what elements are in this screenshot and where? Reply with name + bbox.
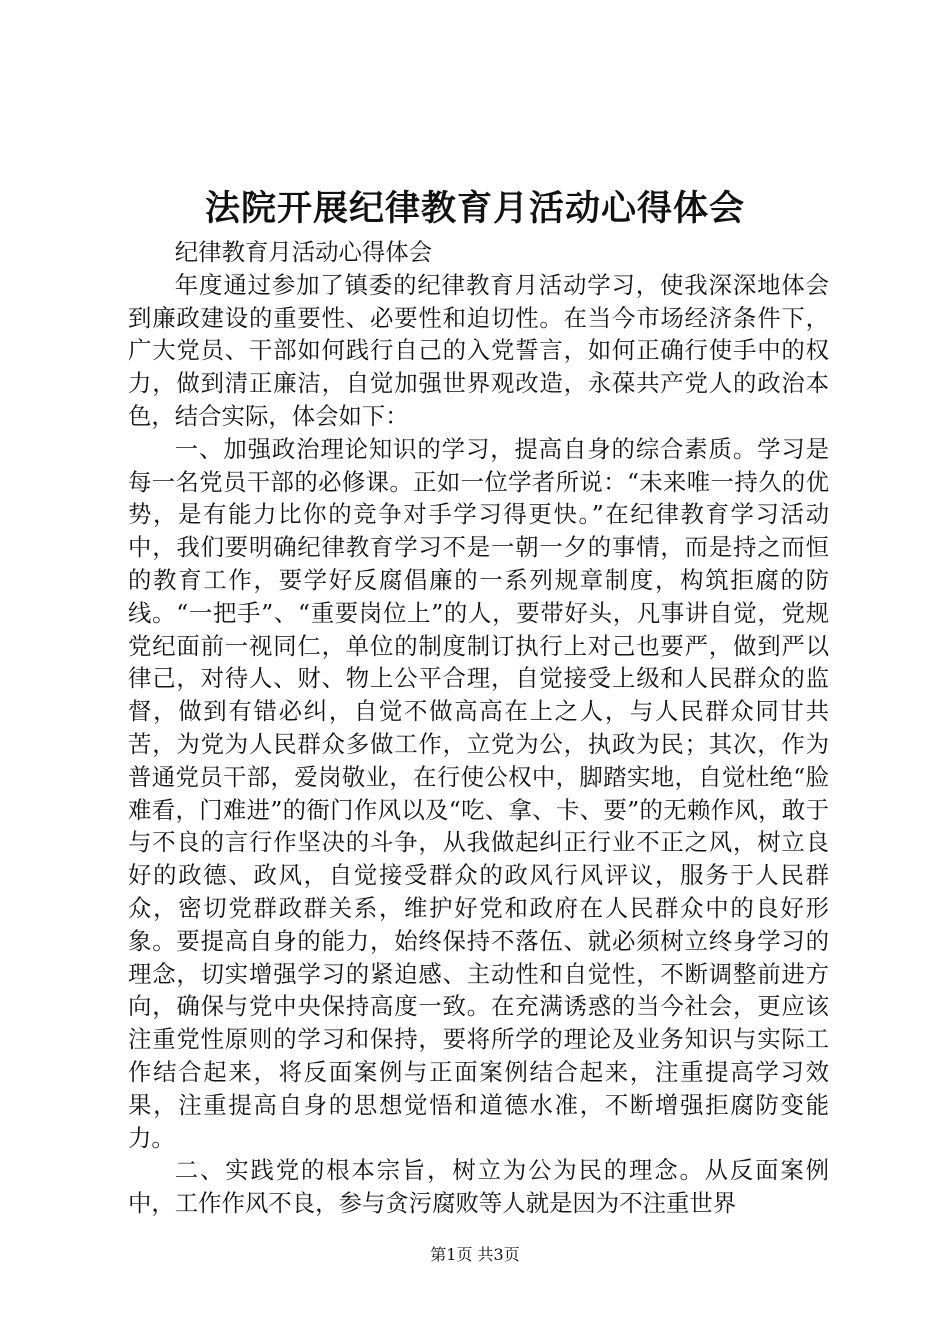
paragraph-intro: 年度通过参加了镇委的纪律教育月活动学习，使我深深地体会到廉政建设的重要性、必要性和迫切性。在当今市场经济条件下，广大党员、干部如何践行自己的入党誓言，如何正确行使手中的权力，做到清正廉洁，自觉加强世界观改造，永葆共产党人的政治本色，结合实际，体会如下： <box>128 270 829 430</box>
document-body <box>128 236 829 1220</box>
document-title: 法院开展纪律教育月活动心得体会 <box>204 188 745 229</box>
paragraph-section-one: 一、加强政治理论知识的学习，提高自身的综合素质。学习是每一名党员干部的必修课。正如一位学者所说：“未来唯一持久的优势，是有能力比你的竞争对手学习得更快。”在纪律教育学习活动中，我们要明确纪律教育学习不是一朝一夕的事情，而是持之而恒的教育工作，要学好反腐倡廉的一系列规章制度，构筑拒腐的防线。“一把手”、“重要岗位上”的人，要带好头，凡事讲自觉，党规党纪面前一视同仁，单位的制度制订执行上对己也要严，做到严以律己，对待人、财、物上公平合理，自觉接受上级和人民群众的监督，做到有错必纠，自觉不做高高在上之人，与人民群众同甘共苦，为党为人民群众多做工作，立党为公，执政为民；其次，作为普通党员干部，爱岗敬业，在行使公权中，脚踏实地，自觉杜绝“脸难看，门难进”的衙门作风以及“吃、拿、卡、要”的无赖作风，敢于与不良的言行作坚决的斗争，从我做起纠正行业不正之风，树立良好的政德、政风，自觉接受群众的政风行风评议，服务于人民群众，密切党群政群关系，维护好党和政府在人民群众中的良好形象。要提高自身的能力，始终保持不落伍、就必须树立终身学习的理念，切实增强学习的紧迫感、主动性和自觉性，不断调整前进方向，确保与党中央保持高度一致。在充满诱惑的当今社会，更应该注重党性原则的学习和保持，要将所学的理论及业务知识与实际工作结合起来，将反面案例与正面案例结合起来，注重提高学习效果，注重提高自身的思想觉悟和道德水准，不断增强拒腐防变能力。 <box>128 434 829 1152</box>
paragraph-section-two: 二、实践党的根本宗旨，树立为公为民的理念。从反面案例中，工作作风不良，参与贪污腐败等人就是因为不注重世界 <box>128 1156 829 1218</box>
paragraph-subtitle: 纪律教育月活动心得体会 <box>174 238 433 266</box>
page-number-footer: 第1页 共3页 <box>430 1245 520 1264</box>
